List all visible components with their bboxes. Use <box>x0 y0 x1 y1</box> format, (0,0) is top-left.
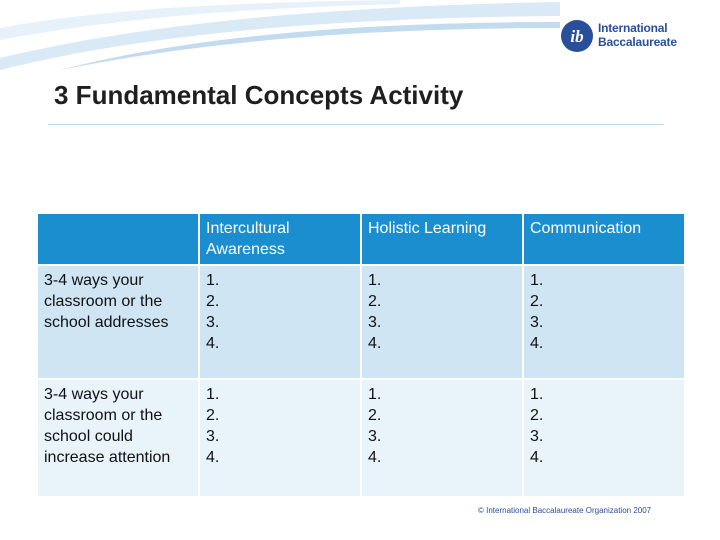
list-item: 4. <box>206 449 220 466</box>
list-item: 2. <box>206 293 220 310</box>
header-communication: Communication <box>523 213 685 265</box>
list-item: 3. <box>530 428 544 445</box>
row-label: 3-4 ways your classroom or the school addresses <box>37 265 199 379</box>
answer-cell[interactable] <box>199 379 361 497</box>
title-divider <box>48 124 664 125</box>
list-item: 3. <box>368 428 382 445</box>
table-row <box>37 379 685 497</box>
ib-logo <box>560 16 710 60</box>
list-item: 1. <box>530 386 544 403</box>
table-row <box>37 265 685 379</box>
activity-table <box>36 212 686 498</box>
list-item: 4. <box>530 449 544 466</box>
list-item: 3. <box>368 314 382 331</box>
svg-text:ib: ib <box>570 27 584 46</box>
answer-cell[interactable] <box>523 379 685 497</box>
ib-logo-wordmark <box>598 21 677 49</box>
list-item: 2. <box>530 293 544 310</box>
logo-line-1: International <box>598 21 668 35</box>
list-item: 2. <box>530 407 544 424</box>
header-swoosh-decoration <box>0 0 560 70</box>
copyright-footer: © International Baccalaureate Organization 2007 <box>478 506 652 515</box>
list-item: 1. <box>368 272 382 289</box>
list-item: 2. <box>368 293 382 310</box>
list-item: 2. <box>368 407 382 424</box>
answer-cell[interactable] <box>523 265 685 379</box>
list-item: 1. <box>206 386 220 403</box>
row-label: 3-4 ways your classroom or the school could increase attention <box>37 379 199 497</box>
list-item: 1. <box>206 272 220 289</box>
page-title: 3 Fundamental Concepts Activity <box>54 80 464 110</box>
header-empty-cell <box>37 213 199 265</box>
list-item: 4. <box>368 335 382 352</box>
list-item: 2. <box>206 407 220 424</box>
answer-cell[interactable] <box>361 379 523 497</box>
answer-cell[interactable] <box>361 265 523 379</box>
list-item: 3. <box>206 428 220 445</box>
ib-logo-icon <box>560 16 594 56</box>
header-intercultural-awareness: Intercultural Awareness <box>199 213 361 265</box>
list-item: 3. <box>530 314 544 331</box>
header-holistic-learning: Holistic Learning <box>361 213 523 265</box>
list-item: 4. <box>206 335 220 352</box>
logo-line-2: Baccalaureate <box>598 35 677 49</box>
list-item: 4. <box>368 449 382 466</box>
list-item: 4. <box>530 335 544 352</box>
answer-cell[interactable] <box>199 265 361 379</box>
list-item: 1. <box>530 272 544 289</box>
table-header-row <box>37 213 685 265</box>
list-item: 3. <box>206 314 220 331</box>
list-item: 1. <box>368 386 382 403</box>
